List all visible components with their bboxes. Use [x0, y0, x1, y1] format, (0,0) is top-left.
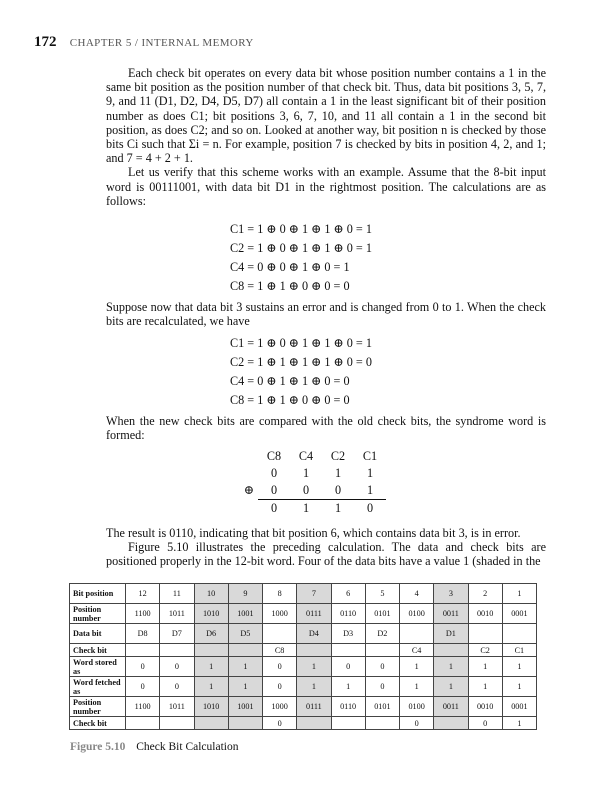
figure-cell	[468, 624, 502, 644]
figure-cell: 1000	[263, 697, 297, 717]
figure-cell: 0011	[434, 697, 468, 717]
figure-cell	[194, 644, 228, 657]
figure-cell	[434, 644, 468, 657]
paragraph-figure-ref: Figure 5.10 illustrates the preceding calculation. The data and check bits are positioned properly in the 12-bit word. Four of the data bits have a value 1 (shaded in the	[106, 540, 546, 569]
page-number: 172	[34, 34, 57, 50]
figure-cell	[331, 644, 365, 657]
figure-cell: C8	[263, 644, 297, 657]
check-bit-figure-table	[69, 583, 537, 730]
xor-operator: ⊕	[243, 483, 255, 498]
equations-recalculated	[230, 334, 372, 410]
figure-cell: 1100	[126, 604, 160, 624]
syndrome-header: C2	[330, 449, 346, 463]
figure-row-label: Word stored as	[70, 657, 126, 677]
syndrome-header: C8	[266, 449, 282, 463]
figure-cell: 5	[365, 584, 399, 604]
figure-cell: 1001	[228, 697, 262, 717]
figure-cell: 0	[468, 717, 502, 730]
figure-cell	[228, 717, 262, 730]
paragraph-error: Suppose now that data bit 3 sustains an error and is changed from 0 to 1. When the check bits are recalculated, we have	[106, 300, 546, 329]
equation-c2: C2 = 1 ⊕ 0 ⊕ 1 ⊕ 1 ⊕ 0 = 1	[230, 241, 372, 255]
figure-cell: D2	[365, 624, 399, 644]
figure-cell: 1	[331, 677, 365, 697]
paragraph-syndrome-intro: When the new check bits are compared with the old check bits, the syndrome word is formed:	[106, 414, 546, 443]
figure-row	[70, 584, 537, 604]
figure-cell: 8	[263, 584, 297, 604]
body-section-1	[106, 66, 546, 208]
figure-row-label: Word fetched as	[70, 677, 126, 697]
figure-cell: D5	[228, 624, 262, 644]
page-header	[34, 34, 254, 51]
figure-row	[70, 717, 537, 730]
figure-cell: 0	[365, 677, 399, 697]
figure-cell: 0	[331, 657, 365, 677]
figure-cell: 1	[297, 677, 331, 697]
syndrome-result-bit: 1	[290, 500, 322, 518]
figure-cell	[160, 644, 194, 657]
equation-c4: C4 = 0 ⊕ 0 ⊕ 1 ⊕ 0 = 1	[230, 260, 350, 274]
figure-cell	[434, 717, 468, 730]
body-section-3	[106, 414, 546, 442]
figure-cell: 1	[400, 677, 434, 697]
syndrome-header: C1	[362, 449, 378, 463]
figure-cell: 0110	[331, 697, 365, 717]
figure-cell: 1	[434, 657, 468, 677]
figure-cell	[160, 717, 194, 730]
chapter-title: CHAPTER 5 / INTERNAL MEMORY	[69, 37, 254, 49]
figure-cell: 0001	[502, 697, 536, 717]
equation-c2: C2 = 1 ⊕ 1 ⊕ 1 ⊕ 1 ⊕ 0 = 0	[230, 355, 372, 369]
figure-cell: 1	[502, 584, 536, 604]
figure-title: Check Bit Calculation	[136, 741, 239, 753]
equation-c1: C1 = 1 ⊕ 0 ⊕ 1 ⊕ 1 ⊕ 0 = 1	[230, 222, 372, 236]
figure-cell: 9	[228, 584, 262, 604]
figure-cell: 1	[468, 657, 502, 677]
figure-row	[70, 624, 537, 644]
equations-original	[230, 220, 372, 296]
figure-cell: 0	[365, 657, 399, 677]
syndrome-old-bit: 1	[302, 466, 310, 480]
syndrome-result-bit: 0	[258, 500, 290, 518]
figure-cell: 10	[194, 584, 228, 604]
syndrome-new-bit: 0	[302, 483, 310, 497]
figure-cell	[297, 644, 331, 657]
figure-cell: 0	[400, 717, 434, 730]
figure-cell	[297, 717, 331, 730]
figure-cell: 0	[160, 657, 194, 677]
figure-cell: 1011	[160, 604, 194, 624]
figure-cell: 1	[297, 657, 331, 677]
figure-row-label: Check bit	[70, 644, 126, 657]
figure-cell: 1010	[194, 604, 228, 624]
figure-cell: D1	[434, 624, 468, 644]
figure-cell: 0	[160, 677, 194, 697]
figure-cell: 1011	[160, 697, 194, 717]
figure-cell: 0110	[331, 604, 365, 624]
figure-cell: 0101	[365, 697, 399, 717]
syndrome-new-bit: 1	[366, 483, 374, 497]
figure-cell	[126, 644, 160, 657]
figure-cell	[365, 644, 399, 657]
equation-c4: C4 = 0 ⊕ 1 ⊕ 1 ⊕ 0 = 0	[230, 374, 350, 388]
figure-number: Figure 5.10	[70, 741, 126, 753]
syndrome-header: C4	[298, 449, 314, 463]
figure-cell: D8	[126, 624, 160, 644]
figure-row-label: Bit position	[70, 584, 126, 604]
figure-cell	[502, 624, 536, 644]
figure-cell: C4	[400, 644, 434, 657]
figure-cell	[194, 717, 228, 730]
figure-row	[70, 604, 537, 624]
figure-cell: 0101	[365, 604, 399, 624]
figure-caption	[70, 741, 238, 753]
figure-cell: 1100	[126, 697, 160, 717]
figure-cell	[400, 624, 434, 644]
figure-cell	[365, 717, 399, 730]
figure-row	[70, 657, 537, 677]
syndrome-old-bit: 0	[270, 466, 278, 480]
figure-cell: 1010	[194, 697, 228, 717]
figure-cell: 4	[400, 584, 434, 604]
figure-cell: 0100	[400, 697, 434, 717]
figure-cell: 0010	[468, 697, 502, 717]
figure-cell: 0100	[400, 604, 434, 624]
paragraph-check-bits: Each check bit operates on every data bit whose position number contains a 1 in the same bit position as the position number of that check bit. Thus, data bit positions 3, 5, 7, 9, and 11 (D1, D2, D4, D5, D7) all contain a 1 in the least significant bit of their position number as does C1; bit positions 3, 6, 7, 10, and 11 all contain a 1 in the second bit position, as does C2; and so on. Looked at another way, bit position n is checked by those bits Ci such that Σi = n. For example, position 7 is checked by bits in position 4, 2, and 1; and 7 = 4 + 2 + 1.	[106, 66, 546, 166]
syndrome-table	[240, 448, 386, 517]
figure-cell: 0	[126, 657, 160, 677]
paragraph-result: The result is 0110, indicating that bit position 6, which contains data bit 3, is in error.	[106, 526, 521, 540]
figure-cell: 1	[502, 717, 536, 730]
figure-cell: 1001	[228, 604, 262, 624]
figure-cell: 0	[263, 657, 297, 677]
figure-cell: 1000	[263, 604, 297, 624]
figure-cell: 7	[297, 584, 331, 604]
equation-c1: C1 = 1 ⊕ 0 ⊕ 1 ⊕ 1 ⊕ 0 = 1	[230, 336, 372, 350]
figure-cell: 1	[434, 677, 468, 697]
figure-cell: 0011	[434, 604, 468, 624]
syndrome-new-bit: 0	[334, 483, 342, 497]
syndrome-result-bit: 0	[354, 500, 386, 518]
figure-cell	[331, 717, 365, 730]
figure-cell: 0	[263, 677, 297, 697]
figure-cell: 12	[126, 584, 160, 604]
figure-cell	[126, 717, 160, 730]
figure-cell: 1	[400, 657, 434, 677]
figure-cell: 11	[160, 584, 194, 604]
body-section-4	[106, 526, 546, 569]
figure-row-label: Check bit	[70, 717, 126, 730]
figure-cell: 0010	[468, 604, 502, 624]
paragraph-example-intro: Let us verify that this scheme works with an example. Assume that the 8-bit input word is 00111001, with data bit D1 in the rightmost position. The calculations are as follows:	[106, 165, 546, 208]
figure-cell: D4	[297, 624, 331, 644]
syndrome-old-bit: 1	[366, 466, 374, 480]
figure-cell: 1	[468, 677, 502, 697]
syndrome-result-bit: 1	[322, 500, 354, 518]
figure-cell: 0111	[297, 697, 331, 717]
figure-cell	[263, 624, 297, 644]
figure-cell: 1	[194, 657, 228, 677]
figure-row	[70, 697, 537, 717]
figure-cell: 0	[263, 717, 297, 730]
figure-cell: 0	[126, 677, 160, 697]
body-section-2	[106, 300, 546, 328]
figure-cell: 1	[228, 677, 262, 697]
figure-row	[70, 644, 537, 657]
figure-cell: 2	[468, 584, 502, 604]
figure-cell: 1	[502, 657, 536, 677]
figure-row	[70, 677, 537, 697]
figure-cell: 0111	[297, 604, 331, 624]
figure-cell: 1	[194, 677, 228, 697]
figure-cell: D6	[194, 624, 228, 644]
figure-row-label: Position number	[70, 697, 126, 717]
figure-row-label: Position number	[70, 604, 126, 624]
figure-cell: 6	[331, 584, 365, 604]
figure-cell: C2	[468, 644, 502, 657]
figure-cell: 3	[434, 584, 468, 604]
syndrome-new-bit: 0	[270, 483, 278, 497]
figure-cell: C1	[502, 644, 536, 657]
equation-c8: C8 = 1 ⊕ 1 ⊕ 0 ⊕ 0 = 0	[230, 393, 350, 407]
figure-cell: D3	[331, 624, 365, 644]
figure-cell: D7	[160, 624, 194, 644]
figure-cell: 0001	[502, 604, 536, 624]
syndrome-old-bit: 1	[334, 466, 342, 480]
figure-cell: 1	[228, 657, 262, 677]
equation-c8: C8 = 1 ⊕ 1 ⊕ 0 ⊕ 0 = 0	[230, 279, 350, 293]
figure-cell	[228, 644, 262, 657]
figure-row-label: Data bit	[70, 624, 126, 644]
figure-cell: 1	[502, 677, 536, 697]
